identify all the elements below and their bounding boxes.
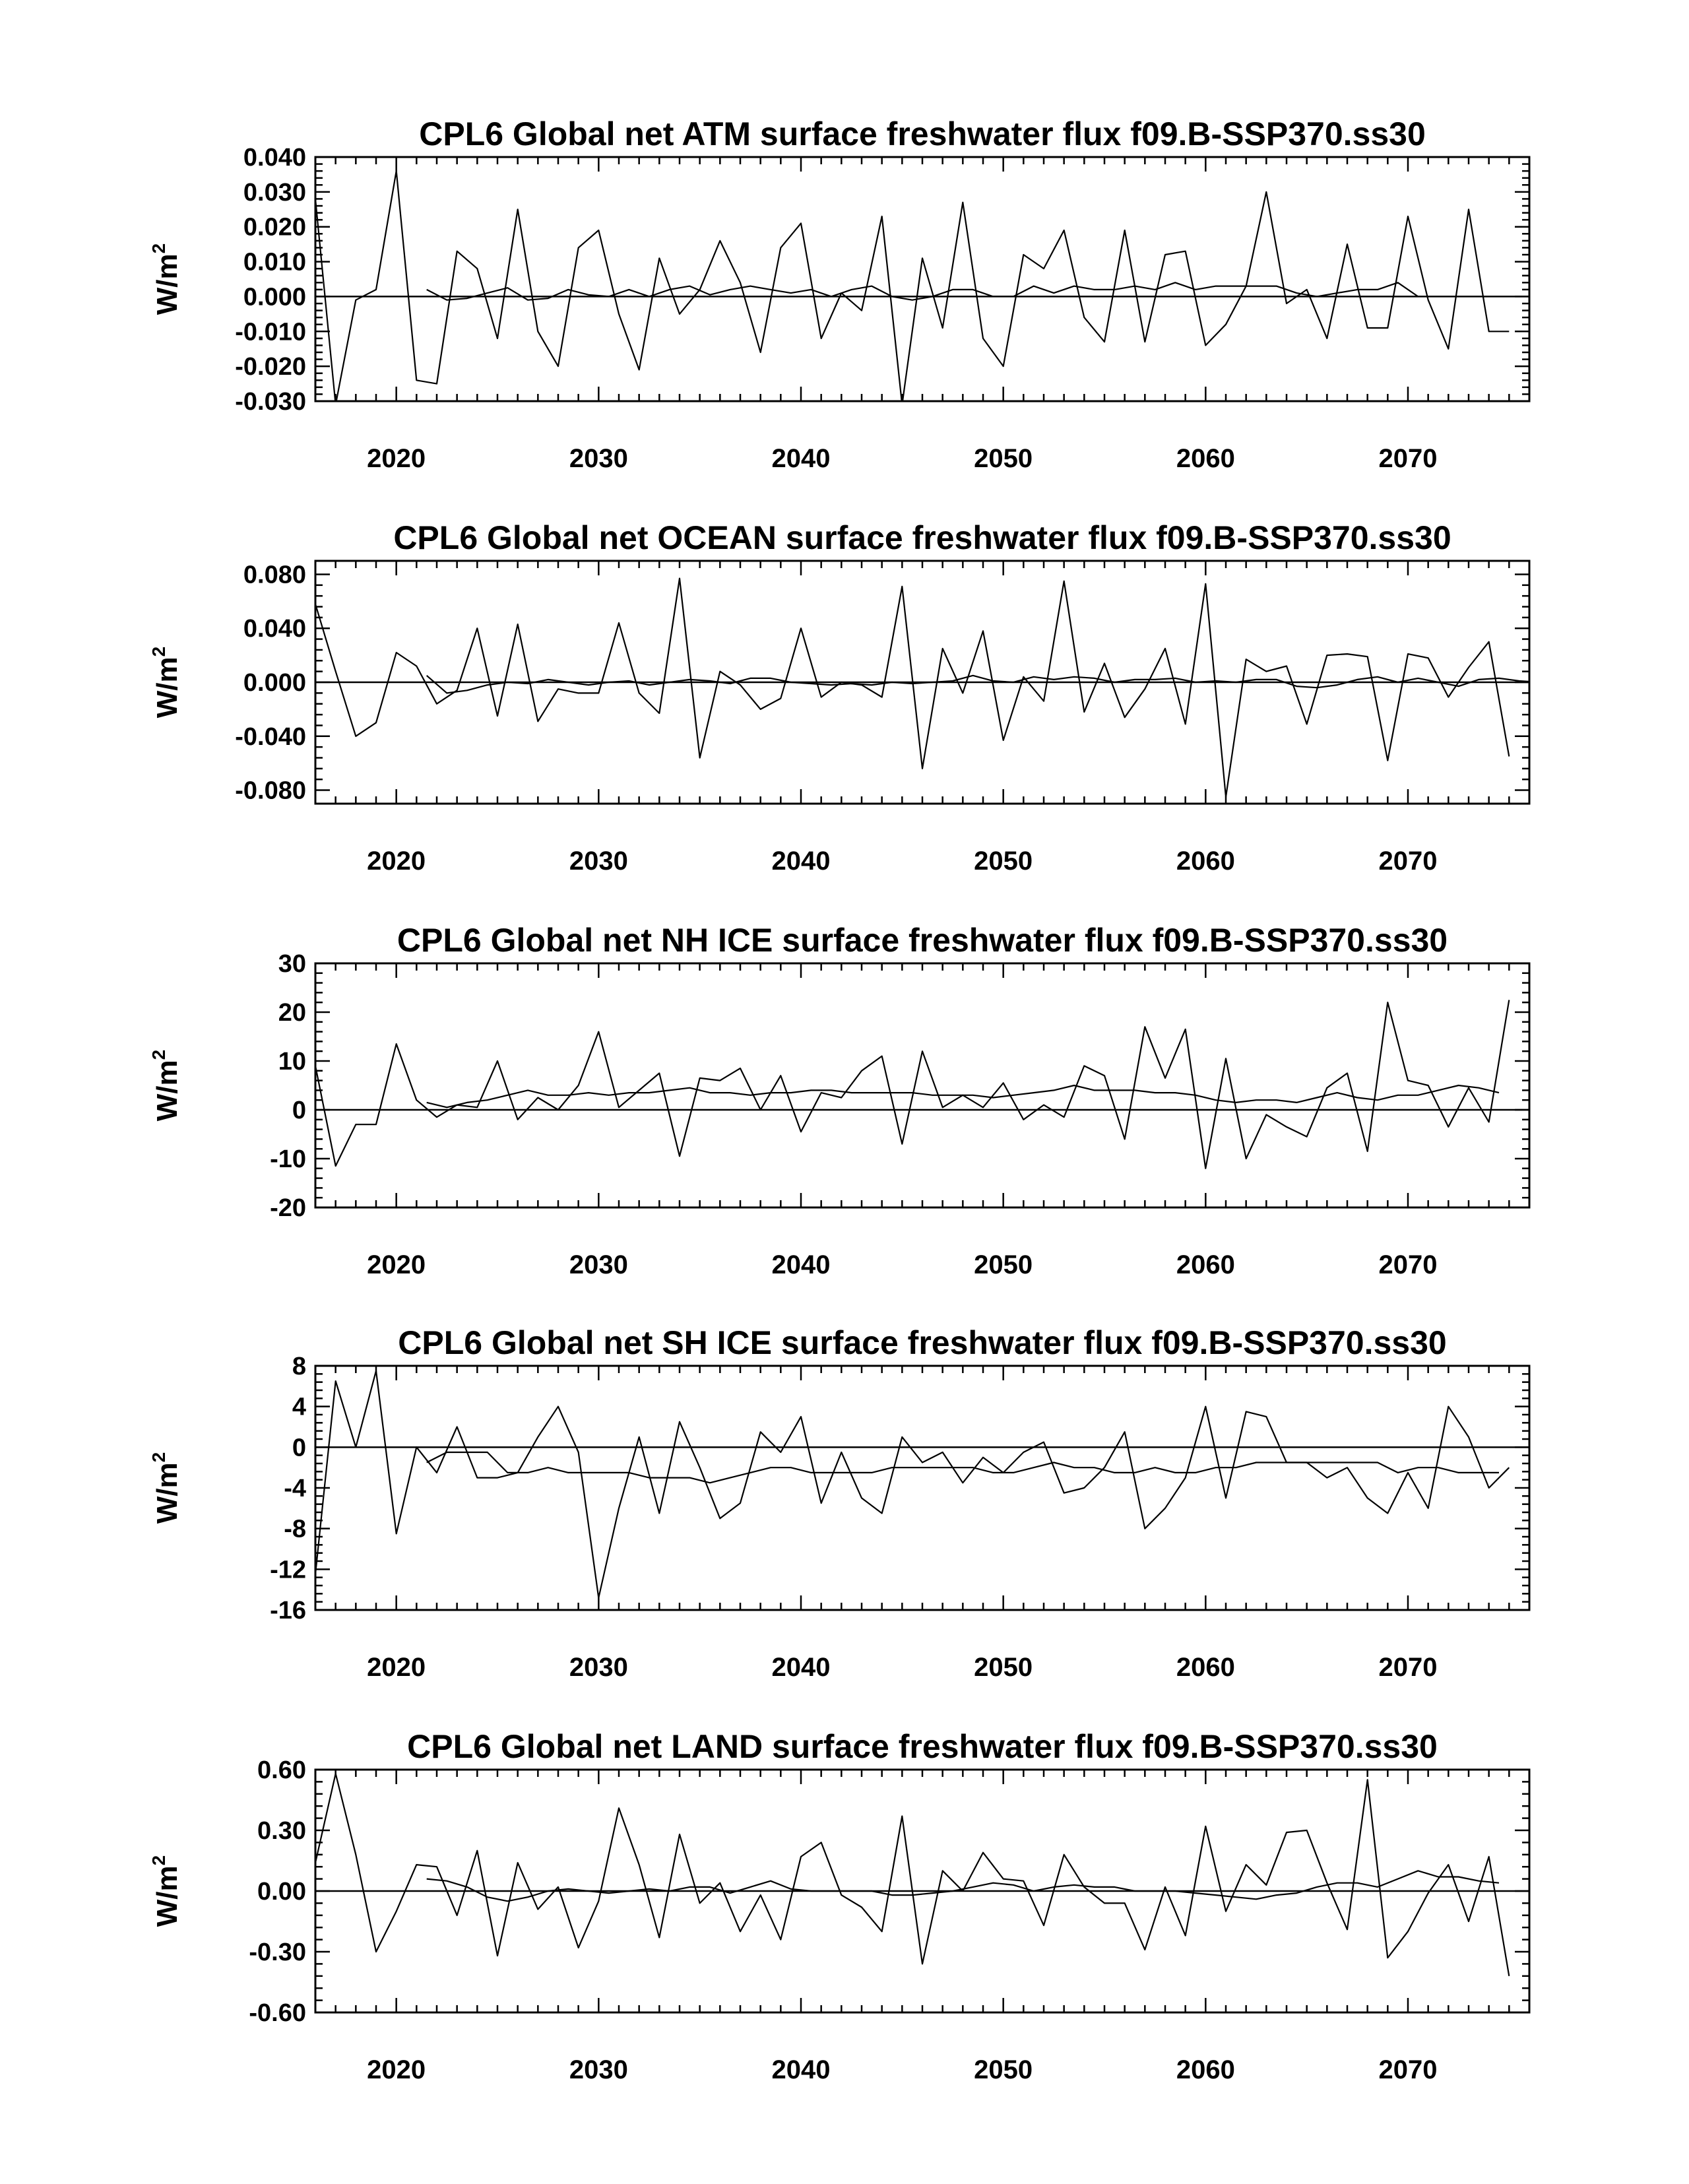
chart-1-xtick-label: 2050 (974, 444, 1033, 473)
chart-3-series-running-mean (427, 1085, 1499, 1107)
chart-2-series-annual (315, 579, 1509, 797)
chart-1-xtick-label: 2020 (367, 444, 426, 473)
chart-2-xtick-label: 2040 (771, 847, 831, 876)
chart-4-ytick-label: -12 (270, 1556, 306, 1584)
chart-5-title: CPL6 Global net LAND surface freshwater flux f09.B-SSP370.ss30 (407, 1728, 1438, 1765)
chart-5-ylabel: $W/m^2$ (148, 1855, 183, 1927)
chart-4-ytick-label: 0 (292, 1434, 306, 1462)
chart-1-xtick-label: 2030 (569, 444, 628, 473)
chart-4-ylabel: $W/m^2$ (148, 1452, 183, 1524)
chart-1-xtick-label: 2040 (771, 444, 831, 473)
chart-3-ytick-label: 0 (292, 1097, 306, 1124)
chart-5-ytick-label: 0.30 (257, 1817, 306, 1845)
chart-3-ytick-label: 20 (278, 999, 306, 1027)
chart-5-xtick-label: 2070 (1378, 2055, 1438, 2084)
chart-4-ytick-label: -16 (270, 1597, 306, 1624)
chart-3-ytick-label: 10 (278, 1048, 306, 1076)
chart-1-series-running-mean (427, 282, 1418, 300)
chart-3-ytick-label: 30 (278, 950, 306, 978)
chart-1-frame (315, 157, 1529, 401)
chart-4-ytick-label: 8 (292, 1353, 306, 1380)
chart-3-title: CPL6 Global net NH ICE surface freshwater flux f09.B-SSP370.ss30 (397, 922, 1448, 959)
chart-2-xtick-label: 2030 (569, 847, 628, 876)
chart-2-ytick-label: 0.040 (243, 615, 306, 643)
chart-4-ytick-label: -8 (284, 1515, 306, 1543)
chart-4-xtick-label: 2030 (569, 1653, 628, 1682)
chart-2-ytick-label: 0.080 (243, 561, 306, 589)
chart-1-ytick-label: -0.020 (235, 353, 306, 381)
chart-4-xtick-label: 2020 (367, 1653, 426, 1682)
chart-4-ytick-label: 4 (292, 1393, 306, 1421)
chart-5-xtick-label: 2060 (1176, 2055, 1235, 2084)
chart-3-ylabel: $W/m^2$ (148, 1049, 183, 1122)
chart-1-ytick-label: 0.030 (243, 178, 306, 207)
chart-3-ytick-label: -10 (270, 1145, 306, 1173)
chart-5-xtick-label: 2020 (367, 2055, 426, 2084)
chart-4-title: CPL6 Global net SH ICE surface freshwater flux f09.B-SSP370.ss30 (398, 1324, 1447, 1361)
chart-1-ytick-label: 0.000 (243, 283, 306, 311)
chart-1-xtick-label: 2070 (1378, 444, 1438, 473)
chart-2-ylabel: $W/m^2$ (148, 646, 183, 719)
chart-4-xtick-label: 2070 (1378, 1653, 1438, 1682)
chart-3-xtick-label: 2050 (974, 1250, 1033, 1279)
chart-2-xtick-label: 2070 (1378, 847, 1438, 876)
chart-5-series-running-mean (427, 1871, 1499, 1901)
chart-3-frame (315, 963, 1529, 1207)
chart-3-xtick-label: 2060 (1176, 1250, 1235, 1279)
chart-4-series-running-mean (427, 1452, 1499, 1483)
chart-3-xtick-label: 2020 (367, 1250, 426, 1279)
chart-1-ytick-label: 0.020 (243, 213, 306, 241)
chart-3-xtick-label: 2070 (1378, 1250, 1438, 1279)
chart-4-xtick-label: 2050 (974, 1653, 1033, 1682)
chart-4-xtick-label: 2060 (1176, 1653, 1235, 1682)
chart-5-ytick-label: -0.30 (249, 1939, 306, 1966)
chart-5-xtick-label: 2040 (771, 2055, 831, 2084)
chart-1-ytick-label: -0.030 (235, 388, 306, 416)
chart-1-ytick-label: 0.010 (243, 248, 306, 276)
chart-1-ylabel: $W/m^2$ (148, 243, 183, 315)
chart-5-ytick-label: -0.60 (249, 1999, 306, 2027)
chart-5-ytick-label: 0.00 (257, 1878, 306, 1906)
chart-2-title: CPL6 Global net OCEAN surface freshwater flux f09.B-SSP370.ss30 (393, 519, 1451, 556)
chart-3-series-annual (315, 1000, 1509, 1169)
chart-4-series-annual (315, 1371, 1509, 1598)
chart-1-ytick-label: -0.010 (235, 318, 306, 346)
chart-4-frame (315, 1366, 1529, 1610)
chart-3-xtick-label: 2040 (771, 1250, 831, 1279)
chart-1-ytick-label: 0.040 (243, 144, 306, 172)
chart-2-ytick-label: -0.040 (235, 723, 306, 751)
chart-2-ytick-label: 0.000 (243, 669, 306, 697)
chart-5-xtick-label: 2050 (974, 2055, 1033, 2084)
chart-2-xtick-label: 2050 (974, 847, 1033, 876)
chart-3-ytick-label: -20 (270, 1194, 306, 1222)
chart-5-xtick-label: 2030 (569, 2055, 628, 2084)
chart-2-xtick-label: 2020 (367, 847, 426, 876)
chart-4-xtick-label: 2040 (771, 1653, 831, 1682)
chart-1-series-annual (315, 171, 1509, 404)
chart-3-xtick-label: 2030 (569, 1250, 628, 1279)
chart-5-ytick-label: 0.60 (257, 1756, 306, 1784)
chart-1-xtick-label: 2060 (1176, 444, 1235, 473)
chart-2-ytick-label: -0.080 (235, 777, 306, 805)
chart-1-title: CPL6 Global net ATM surface freshwater flux f09.B-SSP370.ss30 (419, 115, 1426, 152)
chart-5-series-annual (315, 1774, 1509, 1976)
chart-4-ytick-label: -4 (284, 1475, 306, 1502)
chart-2-xtick-label: 2060 (1176, 847, 1235, 876)
